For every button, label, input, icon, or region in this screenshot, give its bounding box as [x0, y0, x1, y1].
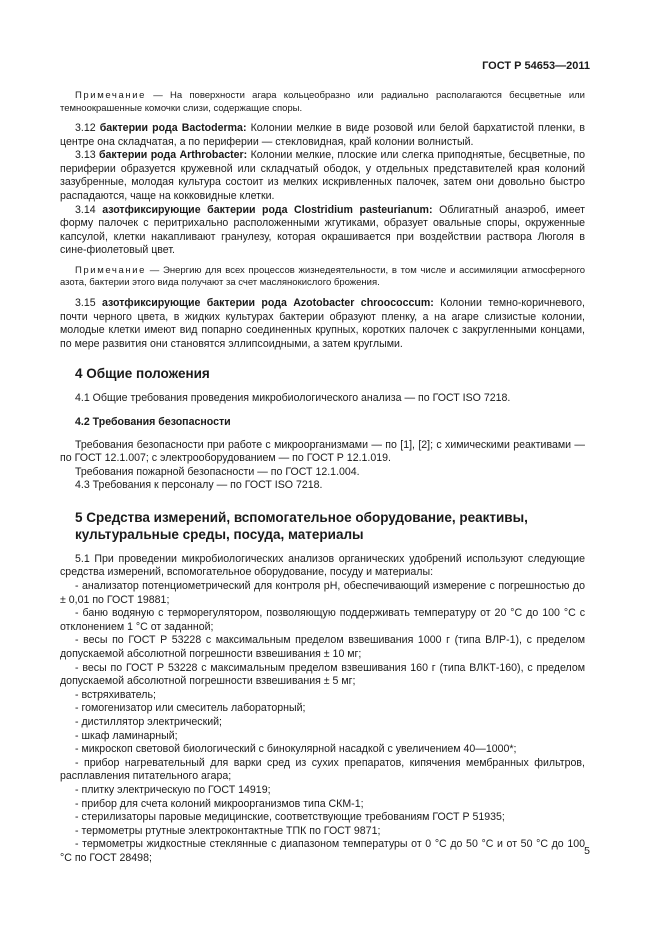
list-item: - прибор для счета колоний микроорганизмов типа СКМ-1;: [75, 797, 364, 810]
paragraph-4-2-b: Требования пожарной безопасности — по ГОСТ 12.1.004.: [75, 465, 360, 478]
paragraph-4-1: 4.1 Общие требования проведения микробиологического анализа — по ГОСТ ISO 7218.: [75, 392, 511, 405]
definition: Облигатный анаэроб, имеет форму палочек с перитрихально расположенными жгутиками, образует овальные споры, окруженные капсулой, клетки накапливают гранулезу, которая окрашивается при воздействии раствора Люголя в сине-фиолетовый цвет.: [60, 203, 585, 257]
paragraph-3-12: [60, 122, 585, 149]
paragraph-3-15: [60, 297, 585, 351]
list-item: - анализатор потенциометрический для контроля pH, обеспечивающий измерение с погрешностью до ± 0,01 по ГОСТ 19881;: [60, 580, 585, 606]
list-item: - баню водяную с терморегулятором, позволяющую поддерживать температуру от 20 °С до 100 °С с отклонением 1 °С от заданной;: [60, 607, 585, 633]
paragraph-3-13: [60, 149, 585, 203]
clause-number: 3.15: [75, 296, 102, 309]
list-item: - гомогенизатор или смеситель лабораторный;: [75, 702, 306, 715]
term: азотфиксирующие бактерии рода Azotobacter chroococcum:: [102, 296, 434, 309]
term: азотфиксирующие бактерии рода Clostridium pasteurianum:: [102, 203, 433, 216]
definition: Колонии мелкие, плоские или слегка приподнятые, бесцветные, по периферии образуется кружевной или складчатый ободок, у отдельных представителей края колоний зазубренные, молодая культура состоит из мелких искривленных палочек, затем они довольно быстро распадаются, чаще на кокковидные клетки.: [60, 149, 586, 202]
list-item: - дистиллятор электрический;: [75, 716, 222, 728]
paragraph-4-2-a: Требования безопасности при работе с микроорганизмами — по [1], [2]; с химическими реактивами — по ГОСТ 12.1.007; с электрооборудованием — по ГОСТ Р 12.1.019.: [60, 438, 585, 465]
section-heading-5: 5 Средства измерений, вспомогательное оборудование, реактивы, культуральные среды, посуда, материалы: [75, 509, 528, 542]
list-item: - встряхиватель;: [75, 688, 156, 701]
list-item: - плитку электрическую по ГОСТ 14919;: [75, 783, 271, 796]
term: бактерии рода Bactoderma:: [99, 122, 247, 134]
paragraph-4-3: 4.3 Требования к персоналу — по ГОСТ ISO 7218.: [75, 479, 323, 492]
list-item: - шкаф ламинарный;: [75, 729, 178, 742]
list-item: - термометры ртутные электроконтактные ТПК по ГОСТ 9871;: [75, 824, 381, 837]
note-label: Примечание: [75, 264, 146, 276]
document-page: [60, 0, 590, 935]
note-label: Примечание: [75, 90, 146, 101]
page-number: 5: [584, 845, 590, 857]
document-body: [60, 90, 585, 866]
definition: Колонии темно-коричневого, почти черного цвета, в жидких культурах бактерии образуют пленку, а на агаре слизистые колонии, молодые клетки имеют вид попарно соединенных крупных, коротких палочек с закругленными концами, по мере развития они становятся эллипсоидными, а затем круглыми.: [60, 296, 586, 350]
term: бактерии рода Arthrobacter:: [99, 149, 248, 162]
list-item: - прибор нагревательный для варки сред из сухих препаратов, кипячения мембранных фильтров, расплавления питательного агара;: [60, 756, 585, 783]
clause-number: 3.14: [75, 203, 103, 216]
clause-number: 3.13: [75, 149, 99, 162]
note-text: — Энергию для всех процессов жизнедеятельности, в том числе и ассимиляции атмосферного азота, бактерии этого вида получают за счет маслянокислого брожения.: [60, 264, 585, 289]
clause-number: 3.12: [75, 122, 100, 134]
note-paragraph: [60, 90, 585, 115]
list-item: - микроскоп световой биологический с бинокулярной насадкой с увеличением 40—1000*;: [75, 743, 517, 756]
paragraph-5-1: 5.1 При проведении микробиологических анализов органических удобрений используют следующие средства измерений, вспомогательное оборудование, посуду и материалы:: [60, 552, 585, 579]
note-paragraph: [60, 265, 585, 290]
subsection-heading-4-2: 4.2 Требования безопасности: [75, 415, 231, 428]
list-item: - термометры жидкостные стеклянные с диапазоном температуры от 0 °С до 50 °С и от 50 °С до 100 °С по ГОСТ 28498;: [60, 838, 585, 864]
note-text: — На поверхности агара кольцеобразно или радиально располагаются бесцветные или темноокрашенные комочки слизи, содержащие споры.: [60, 90, 585, 114]
document-header: ГОСТ Р 54653—2011: [482, 60, 590, 72]
paragraph-3-14: [60, 204, 585, 258]
list-item: - весы по ГОСТ Р 53228 с максимальным пределом взвешивания 160 г (типа ВЛКТ-160), с пределом допускаемой абсолютной погрешности взвешивания ± 5 мг;: [60, 661, 585, 688]
list-item: - весы по ГОСТ Р 53228 с максимальным пределом взвешивания 1000 г (типа ВЛР-1), с пределом допускаемой абсолютной погрешности взвешивания ± 10 мг;: [60, 634, 585, 661]
definition: Колонии мелкие в виде розовой или белой бархатистой пленки, в центре она складчатая, а по периферии — стекловидная, край колонии волнистый.: [60, 122, 586, 148]
equipment-list: [60, 580, 585, 865]
list-item: - стерилизаторы паровые медицинские, соответствующие требованиям ГОСТ Р 51935;: [75, 811, 505, 824]
section-heading-4: 4 Общие положения: [75, 366, 210, 382]
